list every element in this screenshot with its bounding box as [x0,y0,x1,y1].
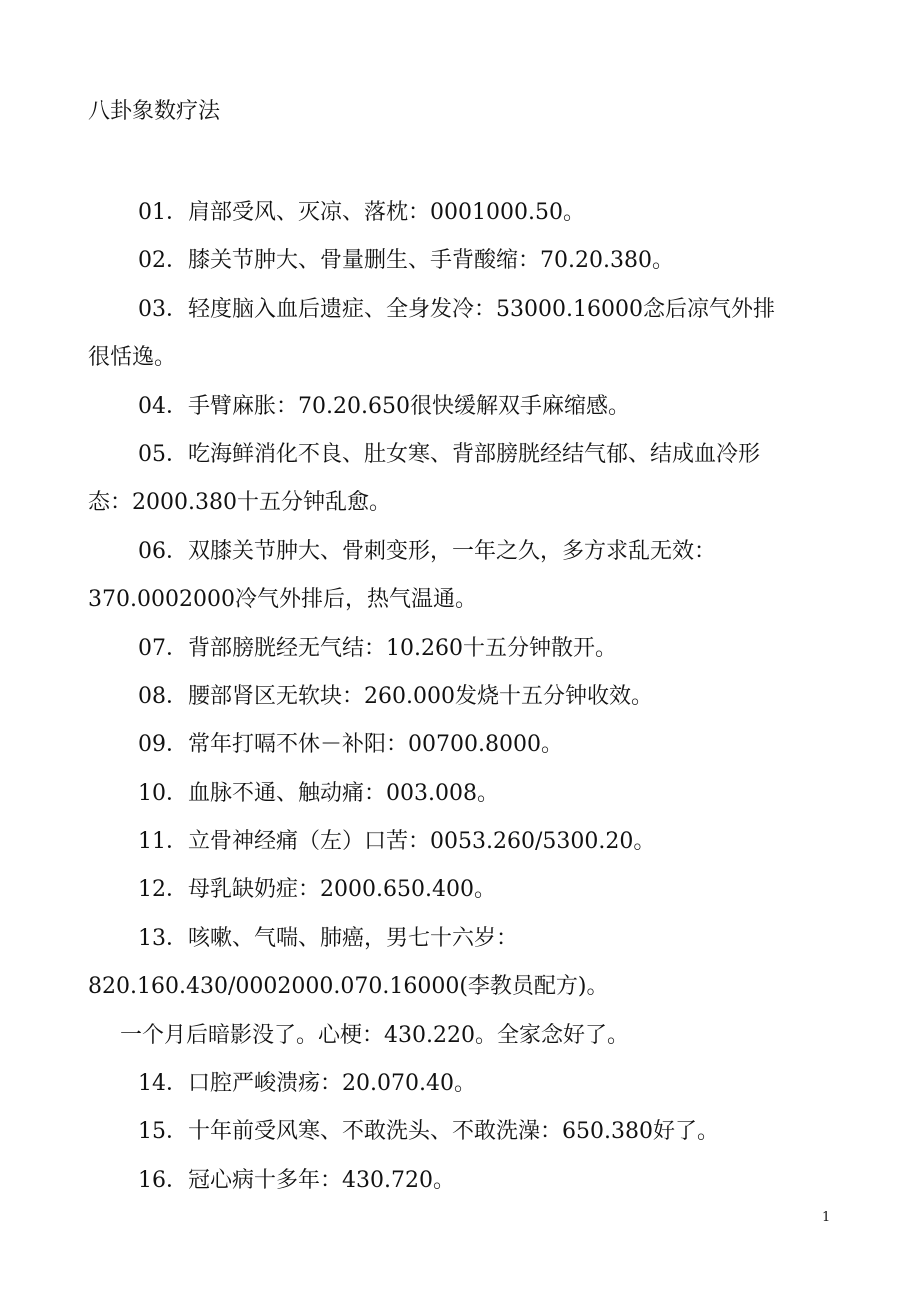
entry-09: 09．常年打嗝不休－补阳：00700.8000。 [138,732,563,758]
entry-05: 05．吃海鲜消化不良、肚女寒、背部膀胱经结气郁、结成血冷形 [138,441,760,467]
entry-08: 08．腰部肾区无软块：260.000发烧十五分钟收效。 [138,683,653,709]
entry-01: 01．肩部受风、灭凉、落枕：0001000.50。 [138,200,585,225]
entry-05-continuation: 态：2000.380十五分钟乱愈。 [88,490,391,516]
document-body [88,193,834,1209]
entry-16: 16．冠心病十多年：430.720。 [138,1167,455,1193]
entry-13-note: 一个月后暗影没了。心梗：430.220。全家念好了。 [120,1022,629,1048]
entry-04: 04．手臂麻胀：70.20.650很快缓解双手麻缩感。 [138,393,630,419]
entry-13-continuation: 820.160.430/0002000.070.16000(李教员配方)。 [88,974,609,1000]
entry-03: 03．轻度脑入血后遗症、全身发冷：53000.16000念后凉气外排 [138,296,775,322]
entry-07: 07．背部膀胱经无气结：10.260十五分钟散开。 [138,635,617,661]
entry-12: 12．母乳缺奶症：2000.650.400。 [138,877,496,903]
entry-03-continuation: 很恬逸。 [88,345,177,371]
entry-14: 14．口腔严峻溃疡：20.070.40。 [138,1071,476,1097]
entry-06: 06．双膝关节肿大、骨刺变形，一年之久，多方求乱无效： [138,538,716,564]
entry-06-continuation: 370.0002000冷气外排后，热气温通。 [88,587,477,613]
entry-15: 15．十年前受风寒、不敢洗头、不敢洗澡：650.380好了。 [138,1119,719,1145]
entry-10: 10．血脉不通、触动痛：003.008。 [138,780,499,806]
entry-13: 13．咳嗽、气喘、肺癌，男七十六岁： [138,925,518,951]
page-number: 1 [822,1210,831,1225]
entry-02: 02．膝关节肿大、骨量删生、手背酸缩：70.20.380。 [138,248,674,274]
document-title: 八卦象数疗法 [88,99,221,124]
entry-11: 11．立骨神经痛（左）口苦：0053.260/5300.20。 [138,829,656,855]
